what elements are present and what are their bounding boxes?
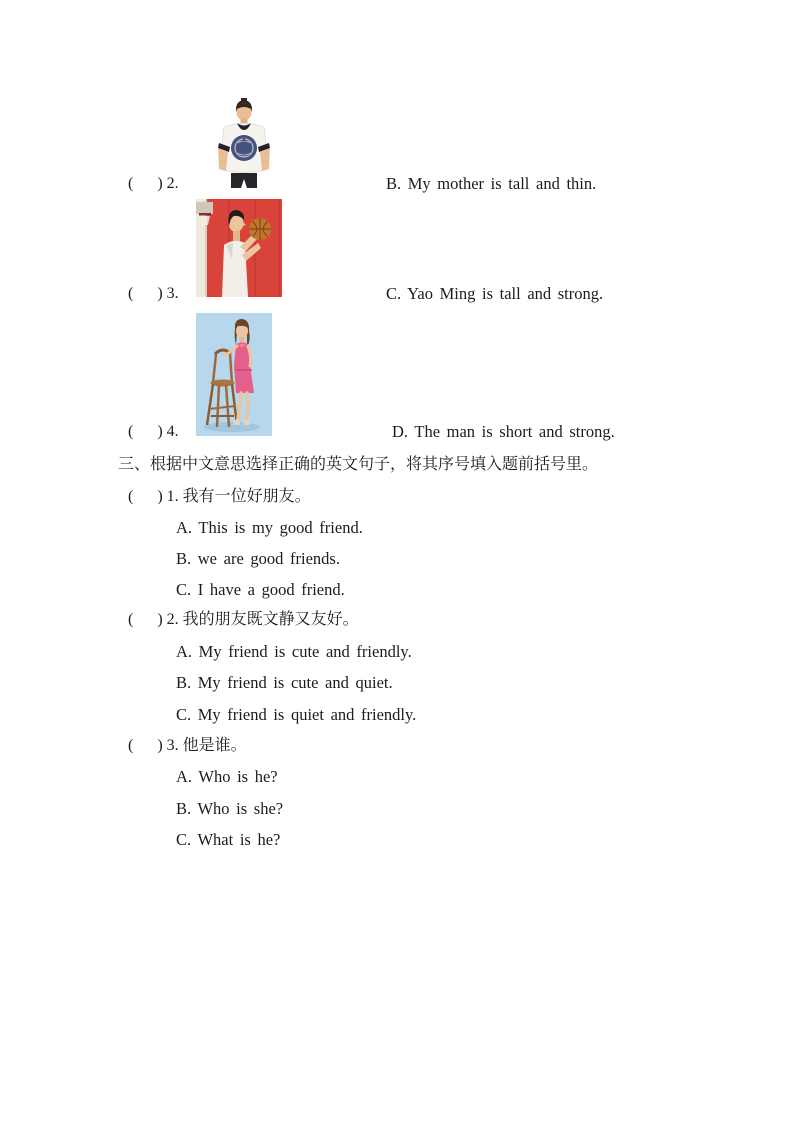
q2-option-b: B. My friend is cute and quiet. bbox=[176, 673, 393, 692]
man-short-strong-photo bbox=[204, 95, 284, 188]
q1-option-b: B. we are good friends. bbox=[176, 549, 340, 568]
q1-prompt: ( ) 1. 我有一位好朋友。 bbox=[128, 488, 311, 505]
q1-option-a: A. This is my good friend. bbox=[176, 518, 363, 537]
matching-4-option: D. The man is short and strong. bbox=[392, 422, 615, 441]
q3-prompt: ( ) 3. 他是谁。 bbox=[128, 737, 247, 754]
section-three-heading: 三、根据中文意思选择正确的英文句子，将其序号填入题前括号里。 bbox=[118, 456, 599, 473]
woman-photo-illustration bbox=[196, 313, 272, 436]
yao-ming-basketball-photo bbox=[196, 199, 282, 297]
matching-4-bracket: ( ) 4. bbox=[128, 423, 179, 440]
matching-3-bracket: ( ) 3. bbox=[128, 285, 179, 302]
q2-prompt: ( ) 2. 我的朋友既文静又友好。 bbox=[128, 611, 359, 628]
matching-3-option: C. Yao Ming is tall and strong. bbox=[386, 284, 604, 303]
q3-option-b: B. Who is she? bbox=[176, 799, 284, 818]
q3-option-a: A. Who is he? bbox=[176, 767, 278, 786]
man-photo-illustration bbox=[204, 95, 284, 188]
q2-option-c: C. My friend is quiet and friendly. bbox=[176, 705, 417, 724]
q2-option-a: A. My friend is cute and friendly. bbox=[176, 642, 412, 661]
matching-2-option: B. My mother is tall and thin. bbox=[386, 174, 597, 193]
q3-option-c: C. What is he? bbox=[176, 830, 281, 849]
q1-option-c: C. I have a good friend. bbox=[176, 580, 345, 599]
yao-ming-photo-illustration bbox=[196, 199, 282, 297]
matching-2-bracket: ( ) 2. bbox=[128, 175, 179, 192]
woman-pink-dress-photo bbox=[196, 313, 272, 436]
